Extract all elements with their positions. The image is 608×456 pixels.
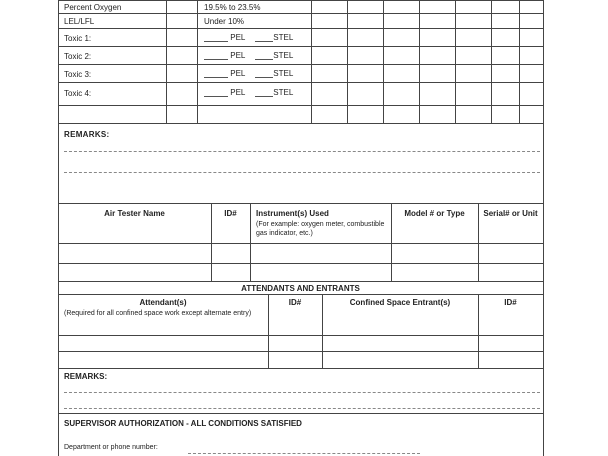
stel-label: STEL [273,88,294,97]
stel-blank[interactable] [255,33,273,42]
reading-row-toxic-4 [64,89,91,98]
entrant-header: Confined Space Entrant(s) [349,298,451,307]
pel-label: PEL [230,88,246,97]
remarks-line[interactable] [64,151,540,152]
pel-blank[interactable] [204,33,228,42]
reading-limit: 19.5% to 23.5% [204,3,261,12]
attendant-header: Attendant(s) [139,298,187,307]
reading-label: LEL/LFL [64,17,95,26]
department-label: Department or phone number: [64,444,158,451]
pel-blank[interactable] [204,51,228,60]
pel-label: PEL [230,69,246,78]
pel-blank[interactable] [204,88,228,97]
instrument-note: (For example: oxygen meter, combustible gas indicator, etc.) [256,221,385,237]
supervisor-title: SUPERVISOR AUTHORIZATION - ALL CONDITIONS SATISFIED [64,419,302,428]
reading-row-lel [64,17,94,26]
toxic-2-limits [204,51,293,60]
reading-limit: Under 10% [204,17,245,26]
remarks-label: REMARKS: [64,130,110,139]
toxic-1-limits [204,33,293,42]
department-field[interactable] [188,453,420,454]
reading-row-toxic-1 [64,34,91,43]
air-tester-name-header: Air Tester Name [104,209,165,218]
remarks-line[interactable] [64,408,540,409]
stel-blank[interactable] [255,88,273,97]
toxic-3-limits [204,69,293,78]
reading-row-oxygen [64,3,121,12]
serial-header: Serial# or Unit [483,209,538,218]
attendants-section-title: ATTENDANTS AND ENTRANTS [241,284,360,293]
reading-label: Toxic 3: [64,70,92,79]
model-header: Model # or Type [404,209,465,218]
reading-label: Percent Oxygen [64,3,122,12]
reading-row-toxic-2 [64,52,91,61]
reading-label: Toxic 1: [64,34,92,43]
pel-blank[interactable] [204,69,228,78]
toxic-4-limits [204,88,293,97]
pel-label: PEL [230,51,246,60]
department-row [64,444,158,451]
stel-label: STEL [273,69,294,78]
reading-row-toxic-3 [64,70,91,79]
stel-blank[interactable] [255,69,273,78]
remarks-line[interactable] [64,392,540,393]
tester-id-header: ID# [224,209,237,218]
instrument-header: Instrument(s) Used [256,209,329,218]
attendant-id-header: ID# [288,298,302,307]
reading-limit-lel [204,17,244,26]
reading-label: Toxic 2: [64,52,92,61]
stel-blank[interactable] [255,51,273,60]
reading-limit-oxygen [204,3,260,12]
remarks-line[interactable] [64,172,540,173]
stel-label: STEL [273,33,294,42]
attendant-note: (Required for all confined space work except alternate entry) [64,310,252,317]
stel-label: STEL [273,51,294,60]
remarks-label: REMARKS: [64,372,108,381]
reading-label: Toxic 4: [64,89,92,98]
entrant-id-header: ID# [504,298,517,307]
pel-label: PEL [230,33,246,42]
